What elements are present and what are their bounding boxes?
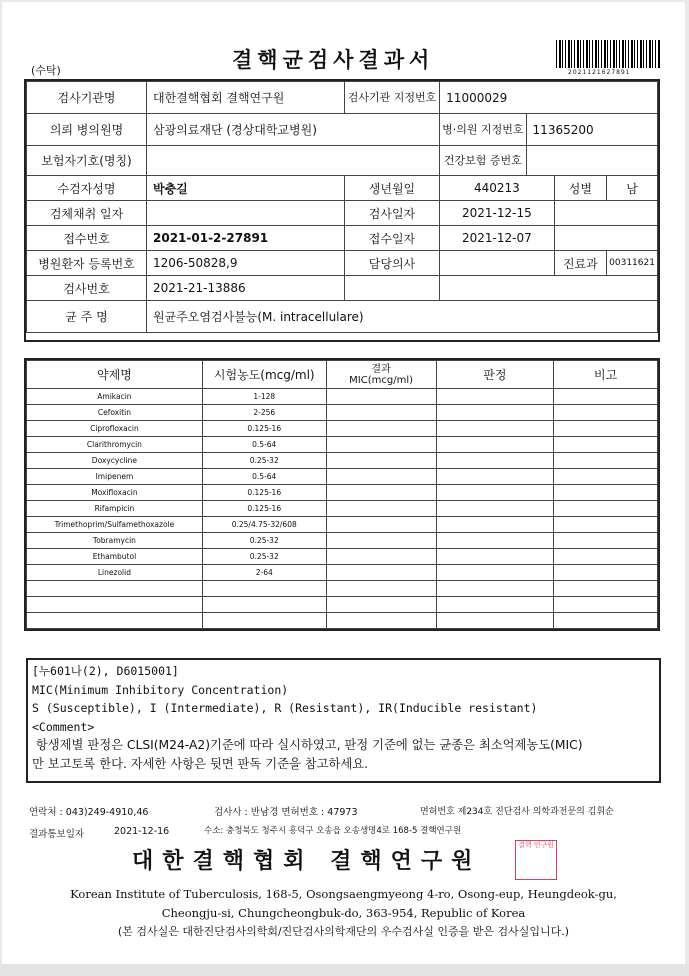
drug-mic <box>326 597 436 613</box>
drug-remark <box>554 613 658 629</box>
insurance-card-label: 건강보험 증번호 <box>440 146 526 176</box>
drug-rows <box>27 389 658 629</box>
drug-remark <box>554 469 658 485</box>
drug-row <box>27 517 658 533</box>
drug-row <box>27 437 658 453</box>
organism-label: 균 주 명 <box>27 301 147 333</box>
mic-header-line1: 결과 <box>371 363 391 375</box>
drug-mic <box>326 453 436 469</box>
drug-remark <box>554 421 658 437</box>
drug-name: Tobramycin <box>27 533 203 549</box>
mic-header-line2: MIC(mcg/ml) <box>349 374 413 386</box>
report-title: 결핵균검사결과서 <box>232 48 435 72</box>
comment-tag: <Comment> <box>32 719 95 734</box>
report-date: 2021-12-16 <box>114 826 170 837</box>
drug-conc: 0.25-32 <box>202 533 326 549</box>
drug-row <box>27 469 658 485</box>
drug-remark <box>554 453 658 469</box>
drug-name: Ethambutol <box>27 549 203 565</box>
drug-row <box>27 421 658 437</box>
drug-remark <box>554 597 658 613</box>
drug-conc: 1-128 <box>202 389 326 405</box>
drug-judgement <box>436 437 554 453</box>
comment-mic: MIC(Minimum Inhibitory Concentration) <box>32 682 289 697</box>
drug-judgement <box>436 597 554 613</box>
drug-mic <box>326 533 436 549</box>
info-table <box>26 81 658 333</box>
organization-name: 대한결핵협회 결핵연구원 <box>132 849 482 874</box>
drug-judgement <box>436 405 554 421</box>
drug-judgement <box>436 501 554 517</box>
drug-judgement <box>436 613 554 629</box>
drug-remark <box>554 389 658 405</box>
drug-name: Ciprofloxacin <box>27 421 203 437</box>
receipt-label: (수탁) <box>31 64 61 77</box>
barcode-number: 2021121627891 <box>568 69 631 76</box>
drug-mic <box>326 549 436 565</box>
hospital: 삼광의료재단 (경상대학교병원) <box>147 114 440 146</box>
judgement-header: 판정 <box>436 361 554 389</box>
drug-remark <box>554 517 658 533</box>
drug-conc: 0.25-32 <box>202 453 326 469</box>
drug-mic <box>326 501 436 517</box>
drug-conc <box>202 597 326 613</box>
doctor-label: 담당의사 <box>344 251 439 276</box>
blank-cell <box>554 201 657 226</box>
drug-judgement <box>436 517 554 533</box>
drug-name: Imipenem <box>27 469 203 485</box>
drug-conc: 0.5-64 <box>202 437 326 453</box>
drug-remark <box>554 533 658 549</box>
drug-remark <box>554 485 658 501</box>
drug-name <box>27 581 203 597</box>
drug-name: Linezolid <box>27 565 203 581</box>
drug-conc: 0.125-16 <box>202 501 326 517</box>
drug-mic <box>326 469 436 485</box>
test-date: 2021-12-15 <box>440 201 554 226</box>
drug-judgement <box>436 389 554 405</box>
address-en-line2: Cheongju-si, Chungcheongbuk-do, 363-954, Republic of Korea <box>161 906 526 920</box>
patient-name: 박충길 <box>147 176 345 201</box>
drug-row <box>27 565 658 581</box>
page-gutter <box>0 964 689 976</box>
drug-conc: 0.125-16 <box>202 421 326 437</box>
drug-row <box>27 453 658 469</box>
drug-mic <box>326 421 436 437</box>
drug-remark <box>554 549 658 565</box>
doctor <box>440 251 554 276</box>
drug-name: Moxifloxacin <box>27 485 203 501</box>
lab-id-label: 검사기관 지정번호 <box>344 82 439 114</box>
drug-mic <box>326 485 436 501</box>
birth: 440213 <box>440 176 554 201</box>
dept-label: 진료과 <box>554 251 607 276</box>
drug-mic <box>326 565 436 581</box>
info-box <box>24 79 660 342</box>
drug-judgement <box>436 565 554 581</box>
footer-phone: 연락처 : 043)249-4910,46 <box>29 807 149 818</box>
drug-judgement <box>436 469 554 485</box>
receipt-date-label: 접수일자 <box>344 226 439 251</box>
drug-name: Rifampicin <box>27 501 203 517</box>
patient-reg-no: 1206-50828,9 <box>147 251 345 276</box>
report-page <box>2 2 685 964</box>
drug-conc: 2-64 <box>202 565 326 581</box>
blank-cell <box>440 276 658 301</box>
drug-row <box>27 597 658 613</box>
drug-table-box <box>24 358 660 631</box>
drug-name: Cefoxitin <box>27 405 203 421</box>
footer-inspector: 검사사 : 반남경 면허번호 : 47973 <box>214 807 358 818</box>
drug-remark <box>554 405 658 421</box>
lab-name-label: 검사기관명 <box>27 82 147 114</box>
remark-header: 비고 <box>554 361 658 389</box>
collection-date <box>147 201 345 226</box>
certification-note: (본 검사실은 대한진단검사의학회/진단검사의학재단의 우수검사실 인증을 받은 검사실입니다.) <box>117 925 570 938</box>
hospital-id: 11365200 <box>526 114 657 146</box>
accession-no: 2021-01-2-27891 <box>147 226 345 251</box>
drug-name <box>27 613 203 629</box>
blank-cell <box>554 226 657 251</box>
barcode-icon <box>556 40 660 68</box>
drug-name: Doxycycline <box>27 453 203 469</box>
drug-conc <box>202 613 326 629</box>
drug-judgement <box>436 581 554 597</box>
footer-license: 면허번호 제234호 진단검사 의학과전문의 김휘순 <box>420 807 614 817</box>
drug-row <box>27 389 658 405</box>
lab-id: 11000029 <box>440 82 658 114</box>
drug-row <box>27 581 658 597</box>
sex: 남 <box>607 176 658 201</box>
drug-name: Clarithromycin <box>27 437 203 453</box>
drug-conc: 0.125-16 <box>202 485 326 501</box>
comment-line1: 항생제별 판정은 CLSI(M24-A2)기준에 따라 실시하였고, 판정 기준에 없는 균종은 최소억제농도(MIC) <box>32 738 583 752</box>
drug-row <box>27 613 658 629</box>
blank-cell <box>344 276 439 301</box>
test-no: 2021-21-13886 <box>147 276 345 301</box>
drug-remark <box>554 565 658 581</box>
insurer <box>147 146 440 176</box>
seal-text: 결핵 연구원 <box>517 841 555 849</box>
organism: 원균주오염검사불능(M. intracellulare) <box>147 301 658 333</box>
dept: 00311621 <box>607 251 658 276</box>
address-kr: 수소: 충청북도 청주시 흥덕구 오송읍 오송생명4로 168-5 결핵연구원 <box>204 826 462 836</box>
patient-reg-label: 병원환자 등록번호 <box>27 251 147 276</box>
drug-mic <box>326 389 436 405</box>
drug-conc: 0.25/4.75-32/608 <box>202 517 326 533</box>
sex-label: 성별 <box>554 176 607 201</box>
insurance-card <box>526 146 657 176</box>
drug-mic <box>326 437 436 453</box>
test-date-label: 검사일자 <box>344 201 439 226</box>
drug-judgement <box>436 533 554 549</box>
drug-remark <box>554 437 658 453</box>
lab-name: 대한결핵협회 결핵연구원 <box>147 82 345 114</box>
comment-line2: 만 보고토록 한다. 자세한 사항은 뒷면 판독 기준을 참고하세요. <box>32 756 369 771</box>
drug-row <box>27 533 658 549</box>
drug-mic <box>326 405 436 421</box>
seal-icon <box>515 840 557 880</box>
birth-label: 생년월일 <box>344 176 439 201</box>
comment-legend: S (Susceptible), I (Intermediate), R (Resistant), IR(Inducible resistant) <box>32 701 538 715</box>
insurer-label: 보험자기호(명칭) <box>27 146 147 176</box>
drug-conc: 2-256 <box>202 405 326 421</box>
drug-row <box>27 549 658 565</box>
drug-table <box>26 360 658 629</box>
drug-judgement <box>436 421 554 437</box>
drug-judgement <box>436 485 554 501</box>
hospital-label: 의뢰 병의원명 <box>27 114 147 146</box>
drug-remark <box>554 581 658 597</box>
collection-date-label: 검체채취 일자 <box>27 201 147 226</box>
comment-box <box>26 658 661 783</box>
conc-header: 시험농도(mcg/ml) <box>202 361 326 389</box>
drug-mic <box>326 613 436 629</box>
drug-row <box>27 501 658 517</box>
report-date-label: 결과통보일자 <box>29 829 85 840</box>
drug-name <box>27 597 203 613</box>
drug-name: Trimethoprim/Sulfamethoxazole <box>27 517 203 533</box>
receipt-date: 2021-12-07 <box>440 226 554 251</box>
drug-judgement <box>436 453 554 469</box>
hospital-id-label: 병·의원 지정번호 <box>440 114 526 146</box>
drug-conc: 0.5-64 <box>202 469 326 485</box>
drug-conc <box>202 581 326 597</box>
drug-judgement <box>436 549 554 565</box>
drug-row <box>27 485 658 501</box>
accession-label: 접수번호 <box>27 226 147 251</box>
address-en-line1: Korean Institute of Tuberculosis, 168-5, Osongsaengmyeong 4-ro, Osong-eup, Heungdeok-gu, <box>70 887 617 901</box>
drug-name: Amikacin <box>27 389 203 405</box>
patient-name-label: 수검자성명 <box>27 176 147 201</box>
mic-header <box>326 361 436 389</box>
comment-code: [누601나(2), D6015001] <box>32 664 179 678</box>
drug-conc: 0.25-32 <box>202 549 326 565</box>
drug-mic <box>326 517 436 533</box>
test-no-label: 검사번호 <box>27 276 147 301</box>
drug-header: 약제명 <box>27 361 203 389</box>
drug-mic <box>326 581 436 597</box>
drug-row <box>27 405 658 421</box>
drug-remark <box>554 501 658 517</box>
